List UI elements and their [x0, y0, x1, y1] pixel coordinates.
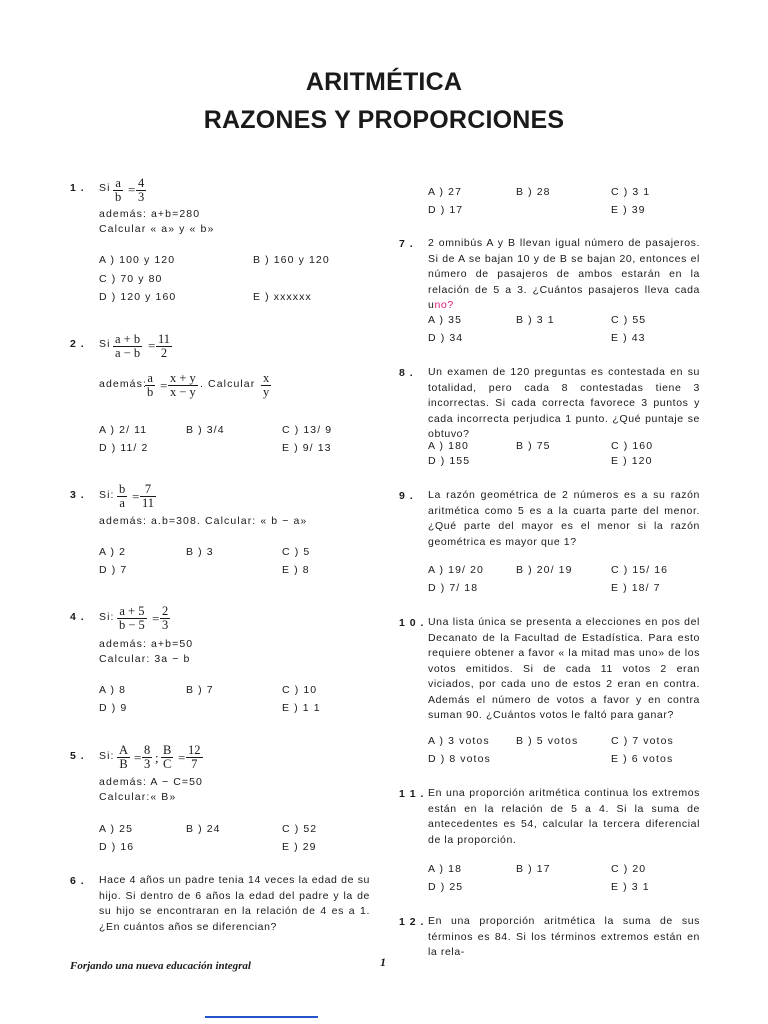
- problem-number: 2 .: [70, 338, 85, 350]
- problem-number: 3 .: [70, 489, 85, 501]
- option-d: D ) 9: [99, 702, 128, 714]
- fraction-11-2: [156, 333, 172, 360]
- denominator: a: [117, 496, 127, 510]
- numerator: 7: [144, 482, 152, 496]
- fraction-7-11: [140, 483, 156, 510]
- option-a: A ) 2: [99, 546, 127, 558]
- fraction-B-C: [161, 744, 173, 771]
- fraction-sum-diff: [113, 333, 142, 360]
- numerator: x: [263, 371, 270, 385]
- option-a: A ) 18: [428, 863, 463, 875]
- option-a: A ) 2/ 11: [99, 424, 148, 436]
- numerator: 11: [158, 332, 171, 346]
- numerator: B: [163, 743, 172, 757]
- option-b: B ) 5 votos: [516, 735, 579, 747]
- option-d: D ) 17: [428, 204, 464, 216]
- page-subtitle: RAZONES Y PROPORCIONES: [203, 106, 565, 134]
- equals-sign: =: [128, 182, 136, 197]
- option-b: B ) 75: [516, 440, 551, 452]
- option-d: D ) 34: [428, 332, 464, 344]
- footer-link-underline[interactable]: [205, 1016, 318, 1018]
- option-e: E ) 3 1: [611, 881, 650, 893]
- fraction-b-a: [117, 483, 127, 510]
- si-label: Si:: [99, 611, 115, 623]
- option-c: C ) 7 votos: [611, 735, 674, 747]
- option-c: C ) 20: [611, 863, 647, 875]
- si-label: Si: [99, 182, 111, 194]
- option-b: B ) 24: [186, 823, 221, 835]
- fraction-4-3: [136, 177, 146, 204]
- fraction-a-b: [145, 372, 155, 399]
- problem-number: 1 2 .: [399, 916, 425, 928]
- ademas-label: además:: [99, 378, 147, 390]
- denominator: C: [163, 757, 172, 771]
- fraction-x-y: [261, 372, 271, 399]
- option-b: B ) 20/ 19: [516, 564, 573, 576]
- condition-line: además: a.b=308. Calcular: « b − a»: [99, 515, 308, 527]
- option-d: D ) 7/ 18: [428, 582, 479, 594]
- fraction-12-7: [186, 744, 203, 771]
- option-c: C ) 160: [611, 440, 654, 452]
- fraction-8-3: [142, 744, 152, 771]
- problem-text: En una proporción aritmética la suma de sus términos es 84. Si los términos extremos están en la rela-: [428, 915, 700, 958]
- equals-sign: =: [178, 750, 186, 765]
- equals-sign: =: [132, 489, 140, 504]
- option-e: E ) 1 1: [282, 702, 321, 714]
- option-d: D ) 25: [428, 881, 464, 893]
- option-a: A ) 35: [428, 314, 463, 326]
- problem-text: La razón geométrica de 2 números es a su razón aritmética como 5 es a la cuarta parte del menor. ¿Qué parte del mayor es el menor si la razón geométrica es mayor que 1?: [428, 489, 700, 548]
- option-a: A ) 19/ 20: [428, 564, 484, 576]
- problem-text: Hace 4 años un padre tenia 14 veces la edad de su hijo. Si dentro de 6 años la edad del padre y la de su hijo se encontraran en la relación de 4 es a 1. ¿En cuántos años se diferencian?: [99, 874, 370, 933]
- page-number: 1: [380, 955, 386, 969]
- footer-slogan: Forjando una nueva educación integral: [70, 960, 251, 972]
- fraction-2-3: [160, 605, 170, 632]
- option-a: A ) 25: [99, 823, 134, 835]
- numerator: 2: [162, 604, 169, 618]
- numerator: x + y: [170, 371, 196, 385]
- problem-number: 6 .: [70, 875, 85, 887]
- option-e: E ) 18/ 7: [611, 582, 661, 594]
- numerator: 8: [144, 743, 151, 757]
- numerator: a: [147, 371, 153, 385]
- page-title: ARITMÉTICA: [305, 68, 463, 96]
- problem-text: Un examen de 120 preguntas es contestada en su totalidad, pero cada 8 contestadas tiene 3 incorrectas. Si cada correcta favorece 3 puntos y cada incorrecta perjudica 1 punto. ¿Qué puntaje se obtuvo?: [428, 366, 700, 440]
- question-line: Calcular « a» y « b»: [99, 223, 215, 235]
- numerator: a + 5: [119, 604, 145, 618]
- option-a: A ) 8: [99, 684, 127, 696]
- option-d: D ) 16: [99, 841, 135, 853]
- denominator: 7: [186, 757, 203, 771]
- denominator: 11: [142, 496, 155, 510]
- problem-text: [428, 236, 700, 314]
- si-label: Si:: [99, 750, 115, 762]
- equals-sign: =: [152, 611, 160, 626]
- option-b: B ) 160 y 120: [253, 254, 330, 266]
- denominator: 3: [162, 618, 169, 632]
- denominator: 3: [138, 190, 145, 204]
- option-b: B ) 3: [186, 546, 214, 558]
- numerator: b: [119, 482, 126, 496]
- option-a: A ) 3 votos: [428, 735, 490, 747]
- option-a: A ) 27: [428, 186, 463, 198]
- option-c: C ) 5: [282, 546, 311, 558]
- option-c: C ) 70 y 80: [99, 273, 163, 285]
- problem-number: 8 .: [399, 367, 414, 379]
- condition-line: además: a+b=280: [99, 208, 201, 220]
- option-c: C ) 13/ 9: [282, 424, 333, 436]
- option-e: E ) 43: [611, 332, 646, 344]
- problem-number: 4 .: [70, 611, 85, 623]
- problem-number: 5 .: [70, 750, 85, 762]
- problem-number: 7 .: [399, 238, 414, 250]
- condition-line: además: A − C=50: [99, 776, 203, 788]
- option-e: E ) 120: [611, 455, 653, 467]
- problem-text: Una lista única se presenta a elecciones en pos del Decanato de la Facultad de Estadística. Para esto requiere obtener a favor « la mitad mas uno» de los votos emitidos. Si de cada 11 votos 2 eran viciados, por cada uno de estos 2 eran en contra. Además el número de votos a favor y en contra suman 90. ¿Cuántos votos le faltó para ganar?: [428, 616, 700, 721]
- option-a: A ) 180: [428, 440, 469, 452]
- option-d: D ) 7: [99, 564, 128, 576]
- fraction-a-b: [113, 177, 123, 204]
- numerator: 4: [138, 176, 145, 190]
- calcular-label: . Calcular: [200, 378, 256, 390]
- option-e: E ) 6 votos: [611, 753, 674, 765]
- option-d: D ) 11/ 2: [99, 442, 149, 454]
- si-label: Si: [99, 338, 111, 350]
- option-e: E ) 9/ 13: [282, 442, 332, 454]
- option-a: A ) 100 y 120: [99, 254, 176, 266]
- numerator: a + b: [115, 332, 141, 346]
- question-line: Calcular: 3a − b: [99, 653, 191, 665]
- option-e: E ) 29: [282, 841, 317, 853]
- si-label: Si:: [99, 489, 115, 501]
- option-e: E ) 39: [611, 204, 646, 216]
- option-b: B ) 28: [516, 186, 551, 198]
- denominator: 3: [144, 757, 151, 771]
- denominator: b: [147, 385, 154, 399]
- option-c: C ) 15/ 16: [611, 564, 669, 576]
- problem-number: 1 .: [70, 182, 85, 194]
- equals-sign: =: [160, 378, 168, 393]
- option-b: B ) 7: [186, 684, 214, 696]
- fraction-A-B: [117, 744, 130, 771]
- numerator: 12: [188, 743, 201, 757]
- fraction-a5-b5: [117, 605, 147, 632]
- condition-line: además: a+b=50: [99, 638, 194, 650]
- option-c: C ) 3 1: [611, 186, 651, 198]
- problem-number: 1 1 .: [399, 788, 425, 800]
- question-line: Calcular:« B»: [99, 791, 177, 803]
- problem-number: 1 0 .: [399, 617, 425, 629]
- option-b: B ) 17: [516, 863, 551, 875]
- numerator: a: [115, 176, 121, 190]
- option-b: B ) 3/4: [186, 424, 225, 436]
- problem-text: En una proporción aritmética continua los extremos están en la relación de 5 a 4. Si la suma de antecedentes es 54, calcular la tercera diferencial de la proporción.: [428, 787, 700, 846]
- denominator: b − 5: [119, 618, 145, 632]
- equals-sign: =: [148, 338, 156, 353]
- option-c: C ) 55: [611, 314, 647, 326]
- equals-sign: =: [134, 750, 142, 765]
- option-d: D ) 155: [428, 455, 471, 467]
- option-c: C ) 52: [282, 823, 318, 835]
- denominator: 2: [156, 346, 172, 360]
- option-e: E ) 8: [282, 564, 310, 576]
- separator: ;: [155, 750, 159, 765]
- numerator: A: [119, 743, 129, 757]
- text-main: 2 omnibús A y B llevan igual número de pasajeros. Si de A se bajan 10 y de B se bajan 20, entonces el número de pasajeros de ambos estarán en la relación de 5 a 3. ¿Cuántos pasajeros lleva cada u: [428, 237, 700, 311]
- denominator: B: [117, 757, 130, 771]
- denominator: a − b: [115, 346, 141, 360]
- option-d: D ) 120 y 160: [99, 291, 177, 303]
- problem-number: 9 .: [399, 490, 414, 502]
- text-highlight: no?: [434, 299, 454, 311]
- denominator: x − y: [170, 385, 196, 399]
- option-b: B ) 3 1: [516, 314, 555, 326]
- denominator: y: [263, 385, 270, 399]
- option-c: C ) 10: [282, 684, 318, 696]
- option-d: D ) 8 votos: [428, 753, 491, 765]
- denominator: b: [115, 190, 122, 204]
- fraction-xy: [168, 372, 198, 399]
- option-e: E ) xxxxxx: [253, 291, 312, 303]
